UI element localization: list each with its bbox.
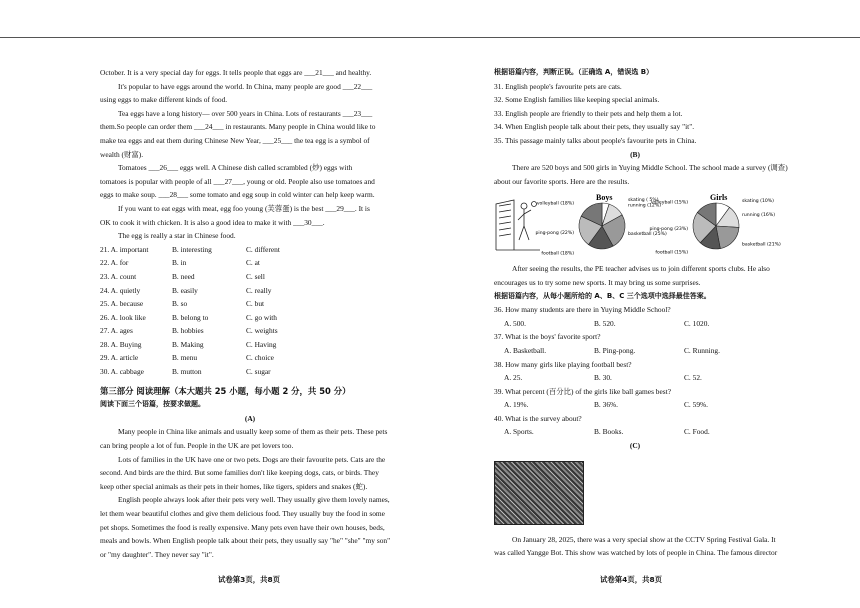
pie-label: skating (10%) <box>742 199 774 205</box>
tf-question: 32. Some English families like keeping special animals. <box>494 95 660 105</box>
tf-instruction: 根据语篇内容，判断正误。（正确选 A，错误选 B） <box>494 68 654 76</box>
passage-line: If you want to eat eggs with meat, egg foo young (芙蓉蛋) is the best ___29___. It is <box>118 203 370 213</box>
mc-option: A. 25. <box>504 373 523 383</box>
mc-option: C. Running. <box>684 345 720 355</box>
tf-question: 35. This passage mainly talks about people's favourite pets in China. <box>494 135 697 145</box>
option-choice: B. Making <box>172 339 204 349</box>
option-choice: B. interesting <box>172 244 212 254</box>
option-row <box>100 243 400 257</box>
passage-line: The egg is really a star in Chinese food. <box>118 231 236 241</box>
option-choice: 26. A. look like <box>100 312 146 322</box>
option-row <box>100 338 400 352</box>
pie-title: Girls <box>710 193 728 203</box>
pie-label: running (12%) <box>628 204 661 210</box>
pie-title: Boys <box>596 193 613 203</box>
passage-line: keep other special animals as their pets in their homes, like tigers, spiders and snakes (蛇). <box>100 481 368 491</box>
mc-options <box>494 398 776 412</box>
passage-line: about our favorite sports. Here are the results. <box>494 176 630 186</box>
mc-question: 36. How many students are there in Yuying Middle School? <box>494 305 671 315</box>
option-row <box>100 270 400 284</box>
option-choice: B. hobbies <box>172 326 204 336</box>
survey-figure <box>494 192 781 257</box>
top-rule <box>0 37 860 38</box>
passage-line: meals and bowls. When English people talk about their pets, they usually say "he" "she" "my son" <box>100 536 391 546</box>
tf-question: 31. English people's favourite pets are cats. <box>494 81 622 91</box>
tf-question: 33. English people are friendly to their pets and help them a lot. <box>494 108 683 118</box>
mc-question: 37. What is the boys' favorite sport? <box>494 332 601 342</box>
mc-options <box>494 344 776 358</box>
mc-options <box>494 425 776 439</box>
left-footer: 试卷第3页，共8页 <box>218 575 281 584</box>
pie-label: basketball (25%) <box>628 232 667 238</box>
option-row <box>100 284 400 298</box>
passage-line: October. It is a very special day for eggs. It tells people that eggs are ___21___ and healthy. <box>100 68 372 77</box>
option-choice: 28. A. Buying <box>100 339 142 349</box>
passage-line: Many people in China like animals and usually keep some of them as their pets. These pets <box>118 427 388 437</box>
passage-line: pet shops. Sometimes the food is really expensive. Many pets even have their own houses, beds, <box>100 522 385 532</box>
passage-line: Tea eggs have a long history— over 500 years in China. Lots of restaurants ___23___ <box>118 108 373 118</box>
pie-label: ping-pong (23%) <box>649 227 688 233</box>
passage-line: It's popular to have eggs around the world. In China, many people are good ___22___ <box>118 81 373 91</box>
option-choice: B. need <box>172 271 195 281</box>
pie-label: volleyball (15%) <box>650 200 688 206</box>
mc-options <box>494 317 776 331</box>
option-choice: C. different <box>246 244 280 254</box>
sports-doodle <box>496 200 540 250</box>
option-choice: B. so <box>172 299 188 309</box>
mc-option: C. Food. <box>684 427 710 437</box>
passage-line: them.So people can order them ___24___ in restaurants. Many people in China would like to <box>100 122 376 132</box>
option-row <box>100 351 400 365</box>
option-choice: B. easily <box>172 285 198 295</box>
tf-question: 34. When English people talk about their pets, they usually say "it". <box>494 122 695 132</box>
option-row <box>100 365 400 379</box>
option-choice: 24. A. quietly <box>100 285 141 295</box>
mc-questions <box>494 303 776 439</box>
passage-line: or "my daughter". They never say "it". <box>100 549 214 559</box>
cloze-options <box>100 243 400 379</box>
mc-option: B. Books. <box>594 427 624 437</box>
option-choice: B. belong to <box>172 312 209 322</box>
pie-label: football (18%) <box>541 251 574 257</box>
option-choice: 22. A. for <box>100 258 129 268</box>
passage-line: encourages us to try some new sports. It may bring us some surprises. <box>494 277 701 287</box>
option-choice: C. go with <box>246 312 278 322</box>
passage-line: second. And birds are the third. But some families don't like keeping dogs, cats, or birds. They <box>100 468 379 478</box>
mc-option: C. 1020. <box>684 318 710 328</box>
mc-option: A. 500. <box>504 318 526 328</box>
passage-line: make tea eggs and eat them during Chinese New Year, ___25___ the tea egg is a symbol of <box>100 135 370 145</box>
option-choice: B. menu <box>172 353 198 363</box>
passage-b-label: (B) <box>630 149 640 159</box>
option-choice: 29. A. article <box>100 353 139 363</box>
pie-label: football (15%) <box>655 250 688 256</box>
option-choice: 21. A. important <box>100 244 149 254</box>
option-choice: C. sell <box>246 271 265 281</box>
passage-line: can bring people a lot of fun. People in the UK are pet lovers too. <box>100 441 294 451</box>
option-row <box>100 256 400 270</box>
mc-option: A. 19%. <box>504 400 529 410</box>
mc-option: C. 59%. <box>684 400 709 410</box>
mc-option: A. Sports. <box>504 427 534 437</box>
yangge-bot-photo <box>494 461 584 525</box>
option-choice: C. choice <box>246 353 274 363</box>
option-choice: B. mutton <box>172 367 202 377</box>
survey-illustration <box>494 192 781 257</box>
mc-question: 39. What percent (百分比) of the girls like ball games best? <box>494 386 671 396</box>
mc-option: B. Ping-pong. <box>594 345 636 355</box>
passage-line: eggs to make soup. ___28___ some tomato and egg soup in cold winter can help keep warm. <box>100 190 375 200</box>
option-row <box>100 297 400 311</box>
option-row <box>100 324 400 338</box>
passage-line: was called Yangge Bot. This show was watched by lots of people in China. The famous director <box>494 548 778 558</box>
option-choice: C. but <box>246 299 265 309</box>
passage-a-label: (A) <box>244 413 256 423</box>
passage-line: Tomatoes ___26___ eggs well. A Chinese dish called scrambled (炒) eggs with <box>118 163 353 173</box>
option-row <box>100 311 400 325</box>
option-choice: C. Having <box>246 339 277 349</box>
pie-label: skating ( 5%) <box>628 198 659 204</box>
mc-option: B. 36%. <box>594 400 619 410</box>
pie-label: running (16%) <box>742 213 775 219</box>
part3-heading: 第三部分 阅读理解（本大题共 25 小题，每小题 2 分，共 50 分） <box>100 385 351 396</box>
option-choice: B. in <box>172 258 187 268</box>
passage-line: English people always look after their pets very well. They usually give them lovely names, <box>118 495 390 505</box>
passage-line: On January 28, 2025, there was a very special show at the CCTV Spring Festival Gala. It <box>512 534 776 544</box>
option-choice: C. weights <box>246 326 278 336</box>
pie-label: volleyball (18%) <box>536 202 574 208</box>
left-page <box>100 66 400 561</box>
mc-option: B. 520. <box>594 318 616 328</box>
right-page <box>494 66 788 560</box>
passage-line: let them wear beautiful clothes and give them delicious food. They usually buy the food in some <box>100 509 385 518</box>
passage-line: Lots of families in the UK have one or two pets. Dogs are their favourite pets. Cats are the <box>118 454 386 464</box>
option-choice: 30. A. cabbage <box>100 367 144 377</box>
pie-label: ping-pong (22%) <box>535 231 574 237</box>
mc-option: B. 30. <box>594 373 612 383</box>
passage-line: tomatoes is popular with people of all ___27___, young or old. People also use tomatoes and <box>100 176 375 186</box>
part3-instruction: 阅读下面三个语篇，按要求做题。 <box>100 400 205 409</box>
mc-instruction: 根据语篇内容，从每小题所给的 A、B、C 三个选项中选择最佳答案。 <box>494 291 711 300</box>
option-choice: C. really <box>246 285 272 295</box>
option-choice: 23. A. count <box>100 271 137 281</box>
passage-line: There are 520 boys and 500 girls in Yuying Middle School. The school made a survey (调查) <box>512 163 788 173</box>
passage-line: using eggs to make different kinds of food. <box>100 95 228 105</box>
passage-c-label: (C) <box>629 441 641 451</box>
option-choice: C. sugar <box>246 367 271 377</box>
option-choice: 27. A. ages <box>100 326 133 336</box>
pie-label: basketball (21%) <box>742 242 781 248</box>
mc-option: A. Basketball. <box>504 345 547 355</box>
passage-line: OK to cook it with chicken. It is also a good idea to make it with ___30___. <box>100 217 325 227</box>
passage-line: After seeing the results, the PE teacher advises us to join different sports clubs. He also <box>512 264 770 274</box>
option-choice: C. at <box>246 258 260 268</box>
mc-option: C. 52. <box>684 373 702 383</box>
mc-options <box>494 371 776 385</box>
option-choice: 25. A. because <box>100 299 144 309</box>
right-footer: 试卷第4页，共8页 <box>600 575 663 584</box>
mc-question: 40. What is the survey about? <box>494 413 582 423</box>
passage-line: wealth (财富). <box>100 149 144 159</box>
mc-question: 38. How many girls like playing football best? <box>494 359 632 369</box>
